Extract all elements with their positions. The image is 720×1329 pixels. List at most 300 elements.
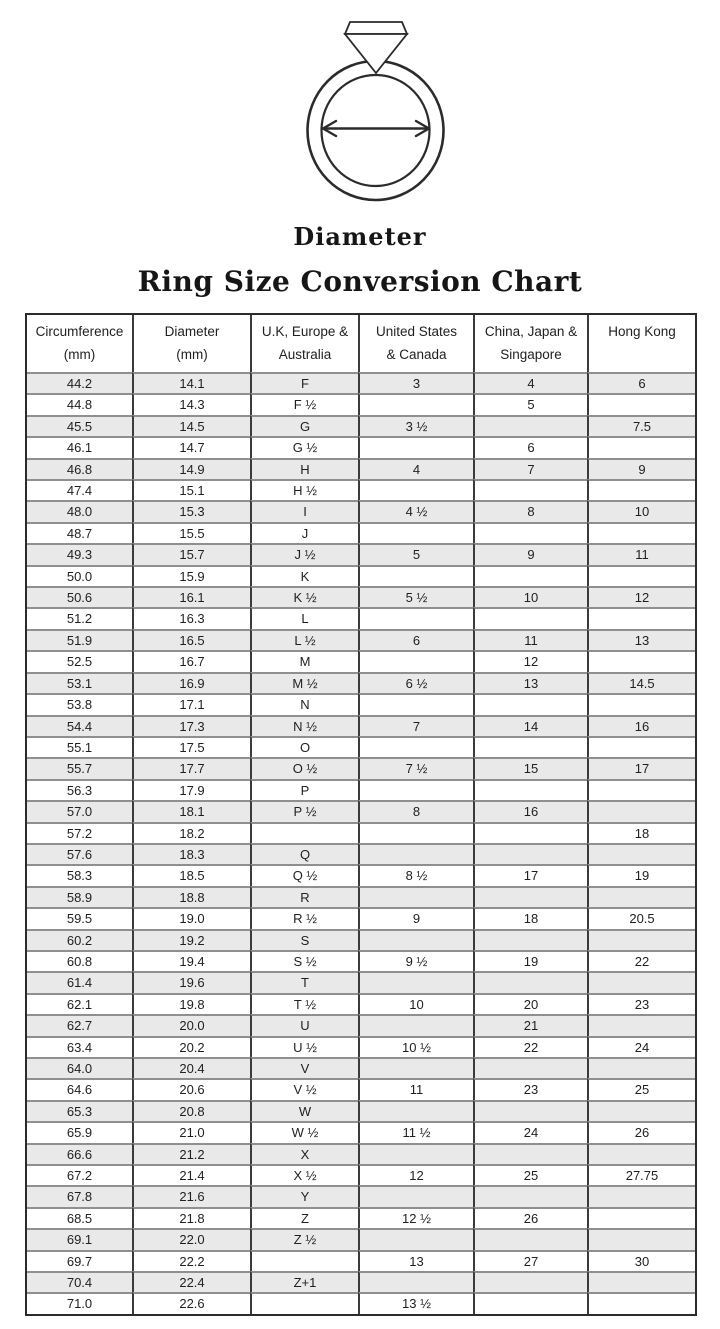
table-cell: U ½: [250, 1036, 358, 1057]
table-cell: 57.0: [27, 800, 132, 821]
table-cell: [250, 1292, 358, 1313]
table-cell: 6 ½: [358, 672, 473, 693]
table-cell: 17.3: [132, 715, 250, 736]
table-cell: [473, 1271, 587, 1292]
table-cell: [250, 1250, 358, 1271]
table-cell: [587, 1100, 695, 1121]
table-cell: U: [250, 1014, 358, 1035]
table-cell: H ½: [250, 479, 358, 500]
table-cell: [358, 1143, 473, 1164]
table-cell: 8: [358, 800, 473, 821]
table-cell: I: [250, 500, 358, 521]
table-row: [27, 650, 695, 671]
table-cell: 71.0: [27, 1292, 132, 1313]
table-cell: 16.9: [132, 672, 250, 693]
diamond-crown: [345, 22, 407, 34]
table-cell: 25: [587, 1078, 695, 1099]
table-cell: 6: [473, 436, 587, 457]
table-row: [27, 1078, 695, 1099]
table-cell: 50.6: [27, 586, 132, 607]
table-cell: Z+1: [250, 1271, 358, 1292]
table-cell: [587, 843, 695, 864]
table-cell: 22.0: [132, 1228, 250, 1249]
table-row: [27, 629, 695, 650]
table-cell: V: [250, 1057, 358, 1078]
table-cell: [587, 1271, 695, 1292]
table-cell: 21.0: [132, 1121, 250, 1142]
table-row: [27, 543, 695, 564]
table-cell: 23: [587, 993, 695, 1014]
table-cell: 4: [473, 372, 587, 393]
table-cell: 56.3: [27, 779, 132, 800]
table-cell: 20.4: [132, 1057, 250, 1078]
table-cell: K: [250, 565, 358, 586]
table-cell: P: [250, 779, 358, 800]
table-cell: [587, 1207, 695, 1228]
table-cell: 14.3: [132, 393, 250, 414]
table-cell: 17: [473, 864, 587, 885]
table-cell: M ½: [250, 672, 358, 693]
table-cell: [587, 886, 695, 907]
table-cell: 63.4: [27, 1036, 132, 1057]
table-row: [27, 1185, 695, 1206]
table-cell: [587, 800, 695, 821]
table-cell: [358, 1100, 473, 1121]
table-cell: [473, 1057, 587, 1078]
table-row: [27, 436, 695, 457]
table-cell: [358, 1057, 473, 1078]
table-cell: 25: [473, 1164, 587, 1185]
table-cell: 19.2: [132, 929, 250, 950]
table-cell: 11: [473, 629, 587, 650]
table-cell: 65.3: [27, 1100, 132, 1121]
table-cell: O: [250, 736, 358, 757]
table-cell: 51.9: [27, 629, 132, 650]
table-cell: [587, 1014, 695, 1035]
table-cell: 24: [587, 1036, 695, 1057]
table-cell: 10 ½: [358, 1036, 473, 1057]
column-header: Circumference (mm): [27, 315, 132, 372]
table-cell: 22.6: [132, 1292, 250, 1313]
table-cell: 22: [587, 950, 695, 971]
table-row: [27, 565, 695, 586]
table-cell: [587, 1185, 695, 1206]
table-cell: [587, 393, 695, 414]
table-cell: 11 ½: [358, 1121, 473, 1142]
table-cell: 20.0: [132, 1014, 250, 1035]
table-row: [27, 1057, 695, 1078]
ring-size-conversion-table: [25, 313, 697, 1316]
table-cell: 49.3: [27, 543, 132, 564]
table-cell: 15.9: [132, 565, 250, 586]
table-row: [27, 1100, 695, 1121]
table-cell: Q: [250, 843, 358, 864]
table-cell: 19: [473, 950, 587, 971]
table-cell: 15.3: [132, 500, 250, 521]
table-cell: 5 ½: [358, 586, 473, 607]
table-row: [27, 1164, 695, 1185]
table-cell: 3: [358, 372, 473, 393]
table-cell: [587, 565, 695, 586]
table-cell: [587, 436, 695, 457]
table-cell: 62.7: [27, 1014, 132, 1035]
table-cell: T ½: [250, 993, 358, 1014]
table-cell: 18.1: [132, 800, 250, 821]
table-cell: 68.5: [27, 1207, 132, 1228]
table-cell: [358, 436, 473, 457]
table-cell: 18: [587, 822, 695, 843]
table-cell: [250, 822, 358, 843]
table-cell: G ½: [250, 436, 358, 457]
table-cell: X: [250, 1143, 358, 1164]
table-cell: [473, 929, 587, 950]
table-cell: [587, 607, 695, 628]
table-row: [27, 393, 695, 414]
table-cell: 13: [358, 1250, 473, 1271]
table-cell: 55.1: [27, 736, 132, 757]
table-cell: 55.7: [27, 757, 132, 778]
table-cell: 15.5: [132, 522, 250, 543]
table-cell: L: [250, 607, 358, 628]
table-cell: 4 ½: [358, 500, 473, 521]
table-cell: 3 ½: [358, 415, 473, 436]
table-cell: H: [250, 458, 358, 479]
table-row: [27, 415, 695, 436]
table-cell: 21.6: [132, 1185, 250, 1206]
table-cell: F: [250, 372, 358, 393]
table-cell: 18.8: [132, 886, 250, 907]
table-header-row: [27, 315, 695, 372]
table-cell: 22.4: [132, 1271, 250, 1292]
table-cell: 26: [587, 1121, 695, 1142]
table-cell: [473, 971, 587, 992]
table-cell: 53.1: [27, 672, 132, 693]
table-cell: 19.8: [132, 993, 250, 1014]
table-cell: 8: [473, 500, 587, 521]
table-cell: [358, 650, 473, 671]
table-row: [27, 1250, 695, 1271]
table-cell: [473, 822, 587, 843]
table-cell: 21.2: [132, 1143, 250, 1164]
table-cell: [587, 650, 695, 671]
table-cell: [473, 779, 587, 800]
table-row: [27, 907, 695, 928]
table-cell: 44.2: [27, 372, 132, 393]
table-cell: 8 ½: [358, 864, 473, 885]
table-cell: 64.0: [27, 1057, 132, 1078]
table-cell: [473, 693, 587, 714]
table-cell: [473, 1185, 587, 1206]
table-cell: [473, 1228, 587, 1249]
table-cell: 58.3: [27, 864, 132, 885]
table-cell: [587, 1228, 695, 1249]
table-cell: 18: [473, 907, 587, 928]
table-cell: L ½: [250, 629, 358, 650]
table-cell: [358, 886, 473, 907]
table-cell: 17.9: [132, 779, 250, 800]
table-row: [27, 1271, 695, 1292]
table-cell: [358, 522, 473, 543]
table-cell: [358, 393, 473, 414]
table-cell: [358, 843, 473, 864]
table-cell: 60.2: [27, 929, 132, 950]
table-row: [27, 779, 695, 800]
diameter-arrow: [323, 121, 429, 136]
table-row: [27, 800, 695, 821]
table-cell: 20.8: [132, 1100, 250, 1121]
table-cell: [358, 479, 473, 500]
table-cell: J: [250, 522, 358, 543]
table-cell: [473, 522, 587, 543]
table-cell: 26: [473, 1207, 587, 1228]
table-cell: 16.3: [132, 607, 250, 628]
table-cell: [587, 693, 695, 714]
column-header: Diameter (mm): [132, 315, 250, 372]
table-cell: 19: [587, 864, 695, 885]
table-cell: [473, 607, 587, 628]
table-cell: 14.1: [132, 372, 250, 393]
table-row: [27, 864, 695, 885]
table-cell: 46.1: [27, 436, 132, 457]
table-cell: 57.2: [27, 822, 132, 843]
table-cell: 5: [473, 393, 587, 414]
table-cell: 27.75: [587, 1164, 695, 1185]
table-row: [27, 1036, 695, 1057]
table-cell: 21.4: [132, 1164, 250, 1185]
table-cell: 4: [358, 458, 473, 479]
table-row: [27, 886, 695, 907]
table-cell: 53.8: [27, 693, 132, 714]
column-header: China, Japan & Singapore: [473, 315, 587, 372]
table-cell: 54.4: [27, 715, 132, 736]
table-cell: 67.2: [27, 1164, 132, 1185]
table-cell: 48.7: [27, 522, 132, 543]
table-cell: 16.1: [132, 586, 250, 607]
table-cell: [358, 971, 473, 992]
table-cell: 13: [473, 672, 587, 693]
table-row: [27, 1292, 695, 1313]
table-cell: 15.7: [132, 543, 250, 564]
table-cell: N ½: [250, 715, 358, 736]
table-cell: F ½: [250, 393, 358, 414]
column-header: United States & Canada: [358, 315, 473, 372]
table-cell: 20.5: [587, 907, 695, 928]
table-cell: 16.7: [132, 650, 250, 671]
table-row: [27, 1143, 695, 1164]
table-row: [27, 500, 695, 521]
table-cell: Z ½: [250, 1228, 358, 1249]
table-cell: [358, 1185, 473, 1206]
table-cell: [358, 1014, 473, 1035]
table-cell: W: [250, 1100, 358, 1121]
table-row: [27, 993, 695, 1014]
table-cell: [358, 1228, 473, 1249]
table-cell: [358, 607, 473, 628]
table-cell: P ½: [250, 800, 358, 821]
table-cell: [587, 736, 695, 757]
table-cell: [358, 1271, 473, 1292]
table-cell: 57.6: [27, 843, 132, 864]
diameter-label: Diameter: [293, 222, 427, 251]
table-cell: 17.1: [132, 693, 250, 714]
table-row: [27, 950, 695, 971]
table-cell: 9: [473, 543, 587, 564]
table-cell: 47.4: [27, 479, 132, 500]
table-row: [27, 586, 695, 607]
table-cell: 19.4: [132, 950, 250, 971]
table-cell: 10: [358, 993, 473, 1014]
table-cell: K ½: [250, 586, 358, 607]
table-cell: 9: [587, 458, 695, 479]
table-cell: 64.6: [27, 1078, 132, 1099]
table-cell: 14.7: [132, 436, 250, 457]
table-body: [27, 372, 695, 1314]
table-cell: [358, 565, 473, 586]
table-cell: [587, 522, 695, 543]
table-row: [27, 458, 695, 479]
table-cell: J ½: [250, 543, 358, 564]
table-cell: 14.5: [132, 415, 250, 436]
table-cell: 7 ½: [358, 757, 473, 778]
table-row: [27, 736, 695, 757]
table-cell: 48.0: [27, 500, 132, 521]
table-cell: 17: [587, 757, 695, 778]
table-cell: 27: [473, 1250, 587, 1271]
table-cell: 70.4: [27, 1271, 132, 1292]
table-row: [27, 1228, 695, 1249]
diamond-pavilion: [345, 34, 407, 73]
table-cell: 23: [473, 1078, 587, 1099]
table-cell: 66.6: [27, 1143, 132, 1164]
table-cell: [587, 1143, 695, 1164]
table-cell: 67.8: [27, 1185, 132, 1206]
table-row: [27, 1014, 695, 1035]
table-row: [27, 672, 695, 693]
table-cell: 65.9: [27, 1121, 132, 1142]
table-cell: 18.2: [132, 822, 250, 843]
table-cell: [358, 693, 473, 714]
table-row: [27, 522, 695, 543]
table-cell: [473, 415, 587, 436]
ring-diamond-icon: [301, 15, 451, 210]
table-cell: [473, 565, 587, 586]
table-cell: T: [250, 971, 358, 992]
table-cell: 19.0: [132, 907, 250, 928]
table-cell: [473, 1100, 587, 1121]
table-cell: [358, 736, 473, 757]
table-row: [27, 715, 695, 736]
table-cell: 12 ½: [358, 1207, 473, 1228]
column-header: Hong Kong: [587, 315, 695, 372]
table-cell: 14.5: [587, 672, 695, 693]
table-cell: 15: [473, 757, 587, 778]
table-cell: 10: [473, 586, 587, 607]
table-cell: 20.6: [132, 1078, 250, 1099]
table-cell: 14: [473, 715, 587, 736]
table-cell: [358, 822, 473, 843]
table-cell: [358, 779, 473, 800]
table-cell: [358, 929, 473, 950]
table-cell: X ½: [250, 1164, 358, 1185]
table-cell: 7: [473, 458, 587, 479]
table-cell: 6: [587, 372, 695, 393]
table-cell: 46.8: [27, 458, 132, 479]
table-cell: [587, 971, 695, 992]
table-cell: R ½: [250, 907, 358, 928]
table-cell: 58.9: [27, 886, 132, 907]
table-cell: [473, 1143, 587, 1164]
table-cell: 69.7: [27, 1250, 132, 1271]
table-row: [27, 843, 695, 864]
table-cell: [473, 1292, 587, 1313]
table-cell: 60.8: [27, 950, 132, 971]
table-cell: 12: [358, 1164, 473, 1185]
table-cell: S ½: [250, 950, 358, 971]
table-row: [27, 372, 695, 393]
table-row: [27, 693, 695, 714]
table-cell: 21.8: [132, 1207, 250, 1228]
table-cell: Z: [250, 1207, 358, 1228]
table-row: [27, 822, 695, 843]
table-cell: Y: [250, 1185, 358, 1206]
table-cell: 7: [358, 715, 473, 736]
table-cell: 17.5: [132, 736, 250, 757]
table-row: [27, 757, 695, 778]
table-cell: [587, 779, 695, 800]
table-cell: 30: [587, 1250, 695, 1271]
table-cell: V ½: [250, 1078, 358, 1099]
table-cell: 18.3: [132, 843, 250, 864]
table-row: [27, 929, 695, 950]
table-cell: 16.5: [132, 629, 250, 650]
table-cell: N: [250, 693, 358, 714]
table-cell: 16: [473, 800, 587, 821]
table-row: [27, 971, 695, 992]
page-title: Ring Size Conversion Chart: [137, 265, 583, 298]
table-cell: [587, 1057, 695, 1078]
table-cell: [473, 736, 587, 757]
table-cell: 17.7: [132, 757, 250, 778]
table-cell: 13 ½: [358, 1292, 473, 1313]
table-row: [27, 607, 695, 628]
table-cell: [473, 886, 587, 907]
table-cell: R: [250, 886, 358, 907]
table-cell: 5: [358, 543, 473, 564]
table-row: [27, 479, 695, 500]
table-cell: 50.0: [27, 565, 132, 586]
table-cell: 62.1: [27, 993, 132, 1014]
table-cell: 15.1: [132, 479, 250, 500]
table-cell: 13: [587, 629, 695, 650]
table-cell: 69.1: [27, 1228, 132, 1249]
table-cell: 11: [358, 1078, 473, 1099]
table-cell: 59.5: [27, 907, 132, 928]
column-header: U.K, Europe & Australia: [250, 315, 358, 372]
table-cell: 7.5: [587, 415, 695, 436]
table-cell: 9 ½: [358, 950, 473, 971]
table-cell: [587, 479, 695, 500]
table-cell: 45.5: [27, 415, 132, 436]
table-cell: 12: [473, 650, 587, 671]
table-header: [27, 315, 695, 372]
table-cell: 9: [358, 907, 473, 928]
table-cell: 19.6: [132, 971, 250, 992]
table-cell: O ½: [250, 757, 358, 778]
table-cell: 16: [587, 715, 695, 736]
table-cell: [587, 929, 695, 950]
table-cell: Q ½: [250, 864, 358, 885]
table-cell: W ½: [250, 1121, 358, 1142]
